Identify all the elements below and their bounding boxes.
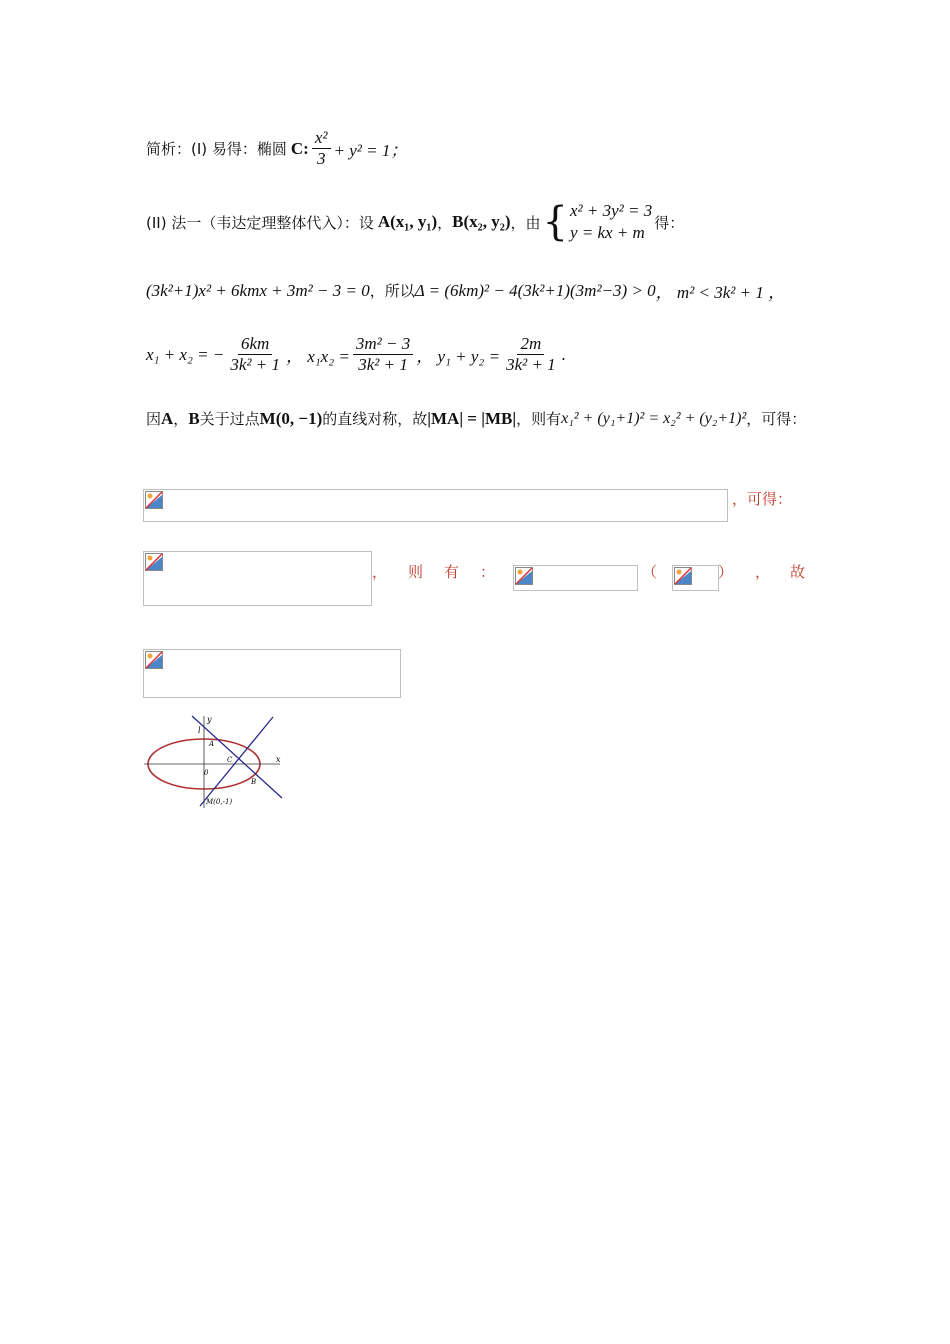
missing-image-5 xyxy=(143,649,401,698)
prod-lhs: ， x₁x₂ = xyxy=(285,347,350,366)
red-rparen: ） xyxy=(718,563,734,581)
line-1 xyxy=(146,128,407,169)
sum-fraction xyxy=(227,334,283,375)
line5-m: M(0, −1) xyxy=(259,408,323,428)
label-b: B xyxy=(251,778,257,786)
line5-t6: ，可得： xyxy=(746,410,807,428)
point-b: B(x₂, y₂) xyxy=(452,212,511,231)
label-m: M(0,-1) xyxy=(206,798,233,806)
red-comma: ， xyxy=(372,563,388,581)
condition: ， m² < 3k² + 1 ， xyxy=(655,283,786,302)
frac-num: 3m² − 3 xyxy=(353,334,413,355)
frac-num: 2m xyxy=(517,334,544,355)
ellipse-label: C: xyxy=(290,138,309,158)
line5-t4: 的直线对称，故 xyxy=(322,410,428,428)
line5-eq: |MA| = |MB| xyxy=(427,408,517,428)
system-eq1: x² + 3y² = 3 xyxy=(569,201,653,220)
line2-by: ，由 xyxy=(510,213,541,232)
frac-num: 6km xyxy=(238,334,272,355)
line4-end: . xyxy=(561,344,566,364)
line1-prefix: 简析：(I) 易得：椭圆 xyxy=(146,140,287,158)
equation-system xyxy=(543,200,653,244)
broken-image-icon xyxy=(145,553,163,571)
fraction-x2-over-3 xyxy=(312,128,331,169)
line5-b: B xyxy=(188,408,200,428)
perpendicular-line xyxy=(200,717,273,806)
line5-eq2: x₁² + (y₁+1)² = x₂² + (y₂+1)² xyxy=(561,409,747,427)
label-a: A xyxy=(209,740,215,748)
line5-t2: ， xyxy=(173,410,189,428)
broken-image-icon xyxy=(674,567,692,585)
prod-fraction xyxy=(353,334,413,375)
label-y: y xyxy=(207,715,212,724)
red-you: 有 xyxy=(444,563,460,581)
point-a: A(x₁, y₁) xyxy=(377,212,438,231)
line-2 xyxy=(146,200,684,244)
broken-image-icon xyxy=(145,651,163,669)
line5-t3: 关于过点 xyxy=(199,410,260,428)
line5-t5: ，则有 xyxy=(516,410,562,428)
missing-image-2 xyxy=(143,551,372,606)
frac-num: x² xyxy=(312,128,331,149)
missing-image-4 xyxy=(672,565,719,591)
red-colon: ： xyxy=(480,563,496,581)
line1-rest: + y² = 1； xyxy=(333,141,408,160)
brace-icon: { xyxy=(542,199,568,245)
line5-t1: 因 xyxy=(146,410,162,428)
frac-den: 3k² + 1 xyxy=(358,355,408,374)
label-l: l xyxy=(198,726,201,735)
label-o: 0 xyxy=(204,769,209,777)
frac-den: 3k² + 1 xyxy=(506,355,556,374)
line-l xyxy=(192,716,282,798)
line-3 xyxy=(146,278,785,303)
line-5 xyxy=(146,408,806,429)
frac-den: 3k² + 1 xyxy=(230,355,280,374)
missing-image-1 xyxy=(143,489,728,522)
discriminant: Δ = (6km)² − 4(3k²+1)(3m²−3) > 0 xyxy=(414,280,656,300)
sum-lhs: x₁ + x₂ = − xyxy=(146,344,225,364)
quadratic-equation: (3k²+1)x² + 6kmx + 3m² − 3 = 0 xyxy=(146,280,370,300)
label-x: x xyxy=(276,755,281,764)
red-gu: 故 xyxy=(790,563,806,581)
red-comma2: ， xyxy=(755,563,771,581)
ysum-fraction xyxy=(503,334,559,375)
broken-image-icon xyxy=(515,567,533,585)
red-text-kede: ，可得： xyxy=(732,490,793,508)
red-lparen: （ xyxy=(642,563,658,581)
line5-a: A xyxy=(161,408,174,428)
line-4 xyxy=(146,334,566,375)
ysum-lhs: ， y₁ + y₂ = xyxy=(416,347,501,366)
broken-image-icon xyxy=(145,491,163,509)
label-c: C xyxy=(227,756,233,764)
ellipse-figure xyxy=(140,712,290,812)
line2-suffix: 得： xyxy=(654,213,685,232)
line3-so: ，所以 xyxy=(369,282,415,300)
red-ze: 则 xyxy=(408,563,424,581)
line2-sep: ， xyxy=(437,213,453,232)
frac-den: 3 xyxy=(316,149,326,168)
line2-prefix: (II) 法一（韦达定理整体代入）：设 xyxy=(146,213,374,232)
system-eq2: y = kx + m xyxy=(569,223,645,242)
missing-image-3 xyxy=(513,565,638,591)
